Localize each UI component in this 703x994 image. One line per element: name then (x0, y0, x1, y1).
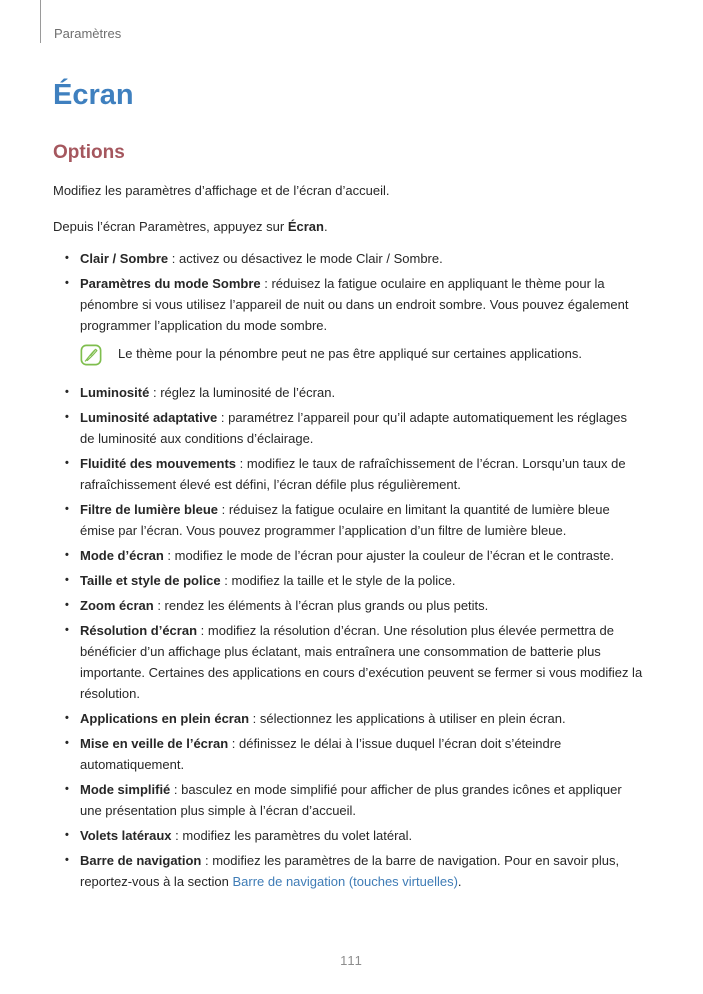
bullet-icon: • (65, 598, 69, 611)
bullet-desc: : paramétrez l’appareil pour qu’il adapte automatiquement les réglages de luminosité aux conditions d’éclairage. (80, 409, 628, 446)
bullet-desc: : réglez la luminosité de l’écran. (152, 384, 336, 400)
bullet-term: Clair / Sombre (80, 250, 169, 266)
chapter-header: Paramètres (54, 26, 122, 41)
header-divider-rule (40, 0, 41, 43)
bullet-term: Zoom écran (80, 597, 154, 613)
list-item-barre-navigation (53, 850, 644, 892)
bullet-desc: : modifiez les paramètres de la barre de navigation. Pour en savoir plus, reportez-vous à la section (80, 852, 620, 889)
list-item-applications-plein-ecran (53, 708, 644, 729)
bullet-desc: : sélectionnez les applications à utiliser en plein écran. (252, 710, 566, 726)
bullet-desc-suffix: . (457, 873, 462, 889)
page-title: Écran (53, 79, 134, 111)
bullet-icon: • (65, 623, 69, 636)
list-item-volets-lateraux (53, 825, 644, 846)
bullet-icon: • (65, 736, 69, 749)
bullet-term: Résolution d’écran (80, 622, 198, 638)
bullet-term: Taille et style de police (80, 572, 221, 588)
bullet-desc: : réduisez la fatigue oculaire en appliquant le thème pour la pénombre si vous utilisez l’appareil de nuit ou dans un endroit sombre. Vous pouvez également programmer l’application du mode sombre. (80, 275, 629, 333)
bullet-icon: • (65, 853, 69, 866)
list-item-fluidite-mouvements (53, 453, 644, 495)
note-list-row (53, 343, 644, 372)
list-item-mode-sombre (53, 273, 644, 336)
bullet-icon: • (65, 251, 69, 264)
list-item-mode-simplifie (53, 779, 644, 821)
list-item-mise-en-veille (53, 733, 644, 775)
bullet-term: Barre de navigation (80, 852, 202, 868)
bullet-term: Volets latéraux (80, 827, 172, 843)
bullet-term: Mode d’écran (80, 547, 164, 563)
bullet-desc: : basculez en mode simplifié pour afficher de plus grandes icônes et appliquer une présentation plus simple à l’écran d’accueil. (80, 781, 622, 818)
bullet-term: Mode simplifié (80, 781, 171, 797)
bullet-icon: • (65, 410, 69, 423)
bullet-icon: • (65, 782, 69, 795)
bullet-icon: • (65, 711, 69, 724)
bullet-desc: : réduisez la fatigue oculaire en limitant la quantité de lumière bleue émise par l’écran. Vous pouvez programmer l’application d’un filtre de lumière bleue. (80, 501, 610, 538)
bullet-term: Fluidité des mouvements (80, 455, 237, 471)
intro-text-suffix: . (323, 218, 328, 234)
pen-note-icon (80, 344, 102, 372)
intro-paragraph-2 (53, 216, 644, 237)
bullet-term: Luminosité (80, 384, 150, 400)
nav-bar-section-link[interactable]: Barre de navigation (touches virtuelles) (232, 873, 458, 889)
bullet-desc: : modifiez le mode de l’écran pour ajuster la couleur de l’écran et le contraste. (167, 547, 614, 563)
bullet-term: Paramètres du mode Sombre (80, 275, 261, 291)
bullet-icon: • (65, 828, 69, 841)
note-text: Le thème pour la pénombre peut ne pas être appliqué sur certaines applications. (118, 345, 582, 361)
options-list (53, 248, 644, 892)
list-item-filtre-lumiere-bleue (53, 499, 644, 541)
list-item-clair-sombre (53, 248, 644, 269)
list-item-mode-ecran (53, 545, 644, 566)
page-number: 111 (340, 953, 363, 968)
section-heading: Options (53, 141, 125, 163)
list-item-luminosite (53, 382, 644, 403)
bullet-term: Mise en veille de l’écran (80, 735, 229, 751)
bullet-icon: • (65, 548, 69, 561)
bullet-desc: : modifiez la résolution d’écran. Une résolution plus élevée permettra de bénéficier d’un affichage plus éclatant, mais entraînera une consommation de batterie plus importante. Certaines des applications en cours d’exécution peuvent se fermer si vous modifiez la résolution. (80, 622, 643, 701)
bullet-icon: • (65, 276, 69, 289)
bullet-desc: : modifiez les paramètres du volet latéral. (175, 827, 413, 843)
bullet-desc: : modifiez la taille et le style de la police. (224, 572, 456, 588)
list-item-resolution-ecran (53, 620, 644, 704)
bullet-desc: : modifiez le taux de rafraîchissement de l’écran. Lorsqu’un taux de rafraîchissement élevé est défini, l’écran défile plus régulièrement. (80, 455, 626, 492)
list-item-luminosite-adaptative (53, 407, 644, 449)
intro-bold-term: Écran (287, 218, 324, 234)
bullet-desc: : activez ou désactivez le mode Clair / Sombre. (171, 250, 443, 266)
bullet-icon: • (65, 456, 69, 469)
bullet-icon: • (65, 385, 69, 398)
note-box (80, 343, 644, 372)
page-content (53, 80, 644, 896)
list-item-zoom-ecran (53, 595, 644, 616)
bullet-term: Luminosité adaptative (80, 409, 218, 425)
bullet-term: Applications en plein écran (80, 710, 250, 726)
bullet-term: Filtre de lumière bleue (80, 501, 218, 517)
intro-text: Depuis l’écran Paramètres, appuyez sur (53, 218, 288, 234)
bullet-desc: : définissez le délai à l’issue duquel l’écran doit s’éteindre automatiquement. (80, 735, 562, 772)
intro-paragraph-1: Modifiez les paramètres d’affichage et de l’écran d’accueil. (53, 182, 390, 198)
bullet-icon: • (65, 573, 69, 586)
list-item-taille-police (53, 570, 644, 591)
bullet-desc: : rendez les éléments à l’écran plus grands ou plus petits. (157, 597, 489, 613)
bullet-icon: • (65, 502, 69, 515)
